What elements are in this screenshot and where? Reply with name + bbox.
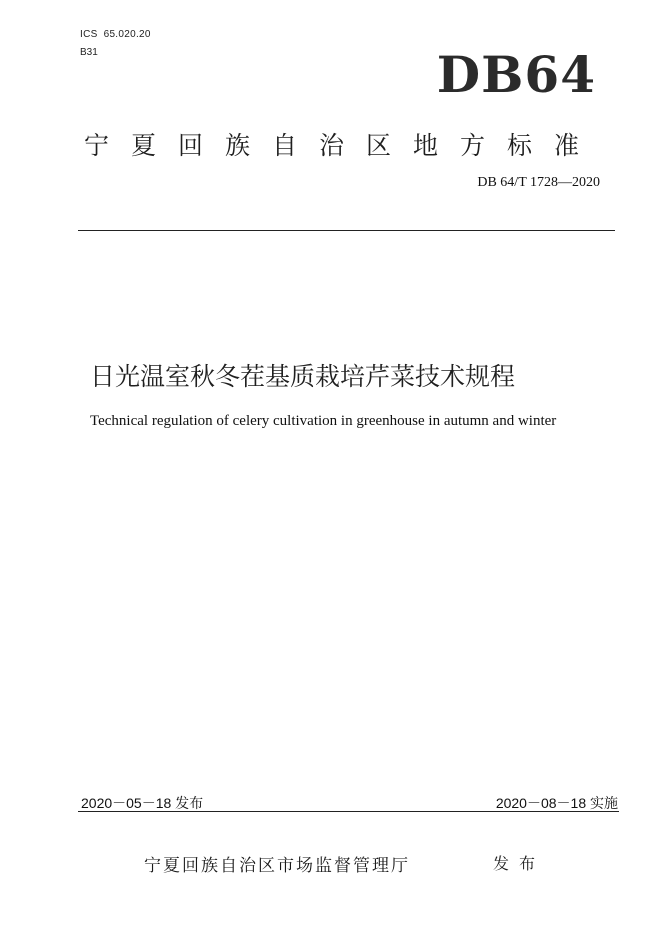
ics-code: 65.020.20: [103, 29, 151, 40]
ics-line: [80, 29, 151, 40]
header-divider: [78, 230, 615, 231]
standard-type-title: 宁夏回族自治区地方标准: [84, 131, 602, 160]
standard-number: DB 64/T 1728—2020: [477, 175, 600, 190]
issuing-authority: 宁夏回族自治区市场监督管理厅: [144, 856, 410, 876]
ics-label: ICS: [80, 29, 98, 40]
classification-code: B31: [80, 47, 98, 58]
db64-logo: DB64: [436, 45, 596, 104]
document-title-english: Technical regulation of celery cultivation in greenhouse in autumn and winter: [90, 413, 557, 429]
footer-divider: [78, 811, 619, 812]
issue-action: 发布: [493, 854, 546, 873]
document-title-chinese: 日光温室秋冬茬基质栽培芹菜技术规程: [90, 362, 516, 391]
implementation-date: 2020－08－18 实施: [495, 795, 618, 811]
issue-date: 2020－05－18 发布: [81, 795, 204, 811]
